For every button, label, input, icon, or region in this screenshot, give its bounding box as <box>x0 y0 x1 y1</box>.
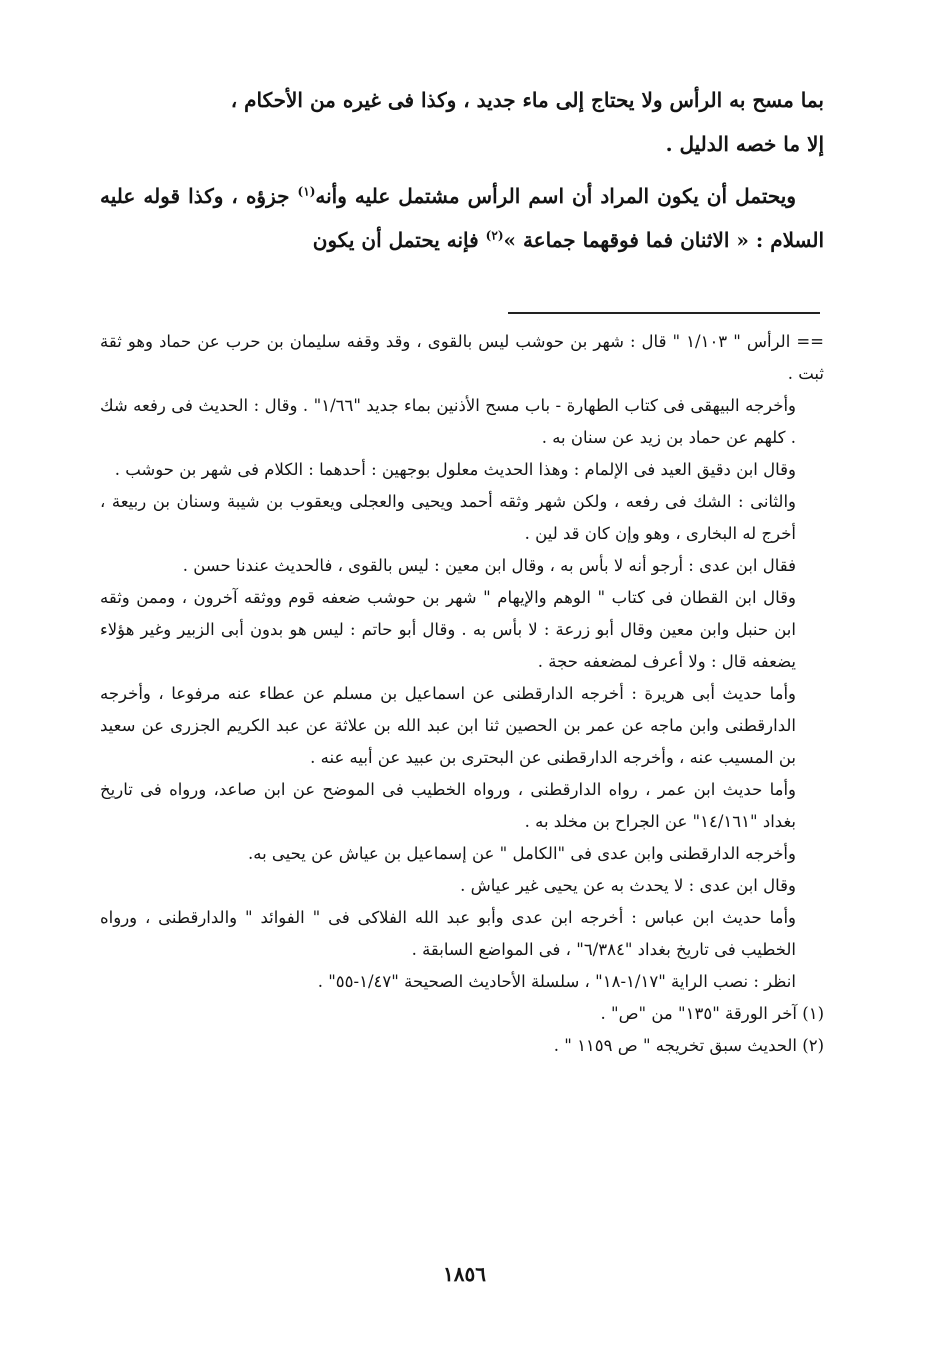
footnote-paragraph: وقال ابن عدى : لا يحدث به عن يحيى غير عياش . <box>460 876 796 895</box>
main-paragraph-1 <box>100 78 824 166</box>
main-line: قوله عليه السلام : « الاثنان فما فوقهما جماعة » <box>100 184 824 252</box>
footnote-paragraph: وأما حديث ابن عمر ، رواه الدارقطنى ، ورواه الخطيب فى الموضح عن ابن صاعد، ورواه فى تاريخ بغداد "١٤/١٦١" عن الجراح بن مخلد به . <box>100 780 796 831</box>
footnote-paragraph: == الرأس " ١/١٠٣ " قال : شهر بن حوشب ليس بالقوى ، وقد وقفه سليمان بن حرب عن حماد وهو ثقة ثبت . <box>100 332 824 383</box>
page-number: ١٨٥٦ <box>443 1262 486 1286</box>
footnotes <box>100 326 824 1062</box>
footnote-paragraph: وأخرجه الدارقطنى وابن عدى فى "الكامل " عن إسماعيل بن عياش عن يحيى به. <box>247 844 796 863</box>
footnote-paragraph: وأما حديث أبى هريرة : أخرجه الدارقطنى عن اسماعيل بن مسلم عن عطاء عنه مرفوعا ، وأخرجه الدارقطنى وابن ماجه عن عمر بن الحصين ثنا ابن عبد الله بن علاثة عن عبد الكريم الجزرى عن سعيد بن المسيب عنه ، وأخرجه الدارقطنى عن البحترى بن عبيد عن أبيه عنه . <box>100 684 796 767</box>
footnote-paragraph: فقال ابن عدى : أرجو أنه لا بأس به ، وقال ابن معين : ليس بالقوى ، فالحديث عندنا حسن . <box>182 556 796 575</box>
footnote-paragraph: انظر : نصب الراية "١/١٧-١٨" ، سلسلة الأحاديث الصحيحة "١/٤٧-٥٥" . <box>317 972 796 991</box>
footnote-paragraph: وأما حديث ابن عباس : أخرجه ابن عدى وأبو عبد الله الفلاكى فى " الفوائد " والدارقطنى ، ورواه الخطيب فى تاريخ بغداد "٦/٣٨٤" ، فى المواضع السابقة . <box>100 908 796 959</box>
main-line: إلا ما خصه الدليل . <box>665 132 824 156</box>
main-line: ويحتمل أن يكون المراد أن اسم الرأس مشتمل عليه وأنه <box>315 184 796 208</box>
main-line: جزؤه ، وكذا <box>188 184 298 208</box>
footnote-marker: (٢) <box>485 228 504 243</box>
footnote-numbered: (١) آخر الورقة "١٣٥" من "ص" . <box>600 1004 824 1023</box>
main-paragraph-2 <box>100 174 824 262</box>
footnote-separator <box>508 312 820 314</box>
footnote-numbered: (٢) الحديث سبق تخريجه " ص ١١٥٩ " . <box>553 1036 824 1055</box>
footnote-paragraph: وقال ابن دقيق العيد فى الإلمام : وهذا الحديث معلول بوجهين : أحدهما : الكلام فى شهر بن حوشب . <box>114 460 796 479</box>
main-line: فإنه يحتمل أن يكون <box>312 228 486 252</box>
main-line: بما مسح به الرأس ولا يحتاج إلى ماء جديد ، وكذا فى غيره من الأحكام ، <box>230 88 824 112</box>
main-text <box>100 78 824 262</box>
footnote-marker: (١) <box>297 184 316 199</box>
footnote-paragraph: والثانى : الشك فى رفعه ، ولكن شهر وثقه أحمد ويحيى والعجلى ويعقوب بن شيبة وسنان بن ربيعة ، أخرج له البخارى ، وهو وإن كان قد لين . <box>100 492 796 543</box>
footnote-paragraph: وأخرجه البيهقى فى كتاب الطهارة - باب مسح الأذنين بماء جديد "١/٦٦" . وقال : الحديث فى رفعه شك . كلهم عن حماد بن زيد عن سنان به . <box>100 396 796 447</box>
footnote-paragraph: وقال ابن القطان فى كتاب " الوهم والإيهام " شهر بن حوشب ضعفه قوم ووثقه آخرون ، وممن وثقه ابن حنبل وابن معين وقال أبو زرعة : لا بأس به . وقال أبو حاتم : ليس هو بدون أبى الزبير وغير هؤلاء يضعفه قال : ولا أعرف لمضعفه حجة . <box>100 588 796 671</box>
